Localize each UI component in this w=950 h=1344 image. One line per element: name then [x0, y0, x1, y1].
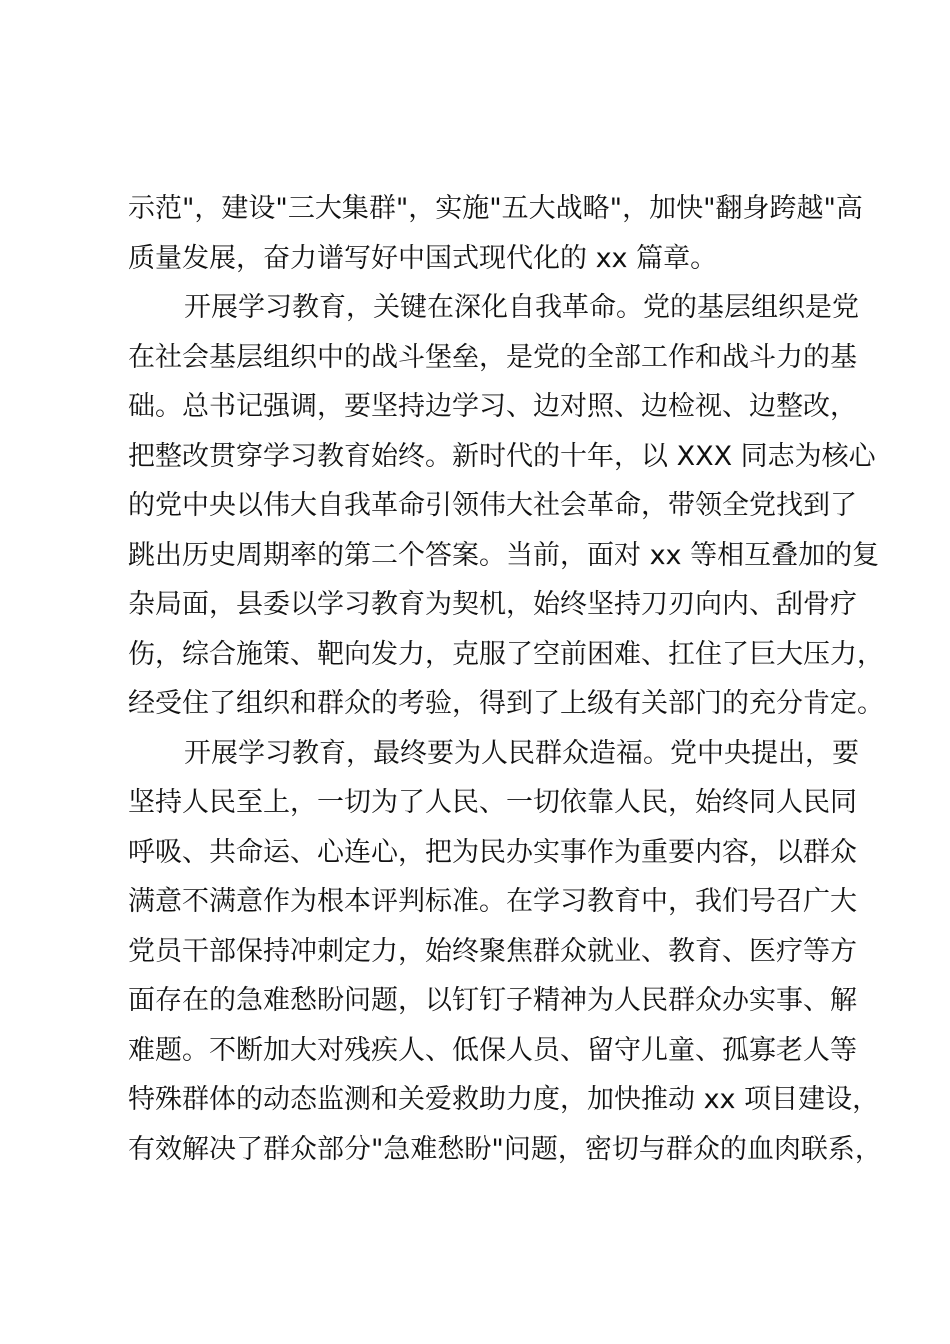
paragraph-start-line: 开展学习教育，最终要为人民群众造福。党中央提出，要 — [184, 737, 859, 769]
text-line: 坚持人民至上，一切为了人民、一切依靠人民，始终同人民同 — [128, 787, 857, 818]
body-text — [128, 184, 884, 1174]
text-line: 有效解决了群众部分"急难愁盼"问题，密切与群众的血肉联系， — [128, 1133, 882, 1165]
text-line: 杂局面，县委以学习教育为契机，始终坚持刀刃向内、刮骨疗 — [128, 589, 857, 620]
paragraph-start-line: 开展学习教育，关键在深化自我革命。党的基层组织是党 — [184, 292, 859, 323]
text-line: 满意不满意作为根本评判标准。在学习教育中，我们号召广大 — [128, 886, 857, 917]
text-line: 难题。不断加大对残疾人、低保人员、留守儿童、孤寡老人等 — [128, 1034, 857, 1066]
text-line: 伤，综合施策、靶向发力，克服了空前困难、扛住了巨大压力， — [128, 638, 884, 670]
text-line: 把整改贯穿学习教育始终。新时代的十年，以 XXX 同志为核心 — [128, 440, 876, 472]
text-line: 的党中央以伟大自我革命引领伟大社会革命，带领全党找到了 — [128, 490, 857, 521]
text-line: 党员干部保持冲刺定力，始终聚焦群众就业、教育、医疗等方 — [128, 935, 857, 967]
text-line: 面存在的急难愁盼问题，以钉钉子精神为人民群众办实事、解 — [128, 985, 857, 1016]
text-line: 础。总书记强调，要坚持边学习、边对照、边检视、边整改， — [128, 391, 857, 422]
text-line: 质量发展，奋力谱写好中国式现代化的 xx 篇章。 — [128, 242, 718, 274]
text-line: 特殊群体的动态监测和关爱救助力度，加快推动 xx 项目建设， — [128, 1084, 880, 1115]
text-line: 跳出历史周期率的第二个答案。当前，面对 xx 等相互叠加的复 — [128, 539, 880, 571]
text-line: 呼吸、共命运、心连心，把为民办实事作为重要内容，以群众 — [128, 836, 857, 868]
text-line: 经受住了组织和群众的考验，得到了上级有关部门的充分肯定。 — [128, 688, 884, 719]
text-line: 示范"，建设"三大集群"，实施"五大战略"，加快"翻身跨越"高 — [128, 193, 863, 224]
text-line: 在社会基层组织中的战斗堡垒，是党的全部工作和战斗力的基 — [128, 341, 857, 373]
